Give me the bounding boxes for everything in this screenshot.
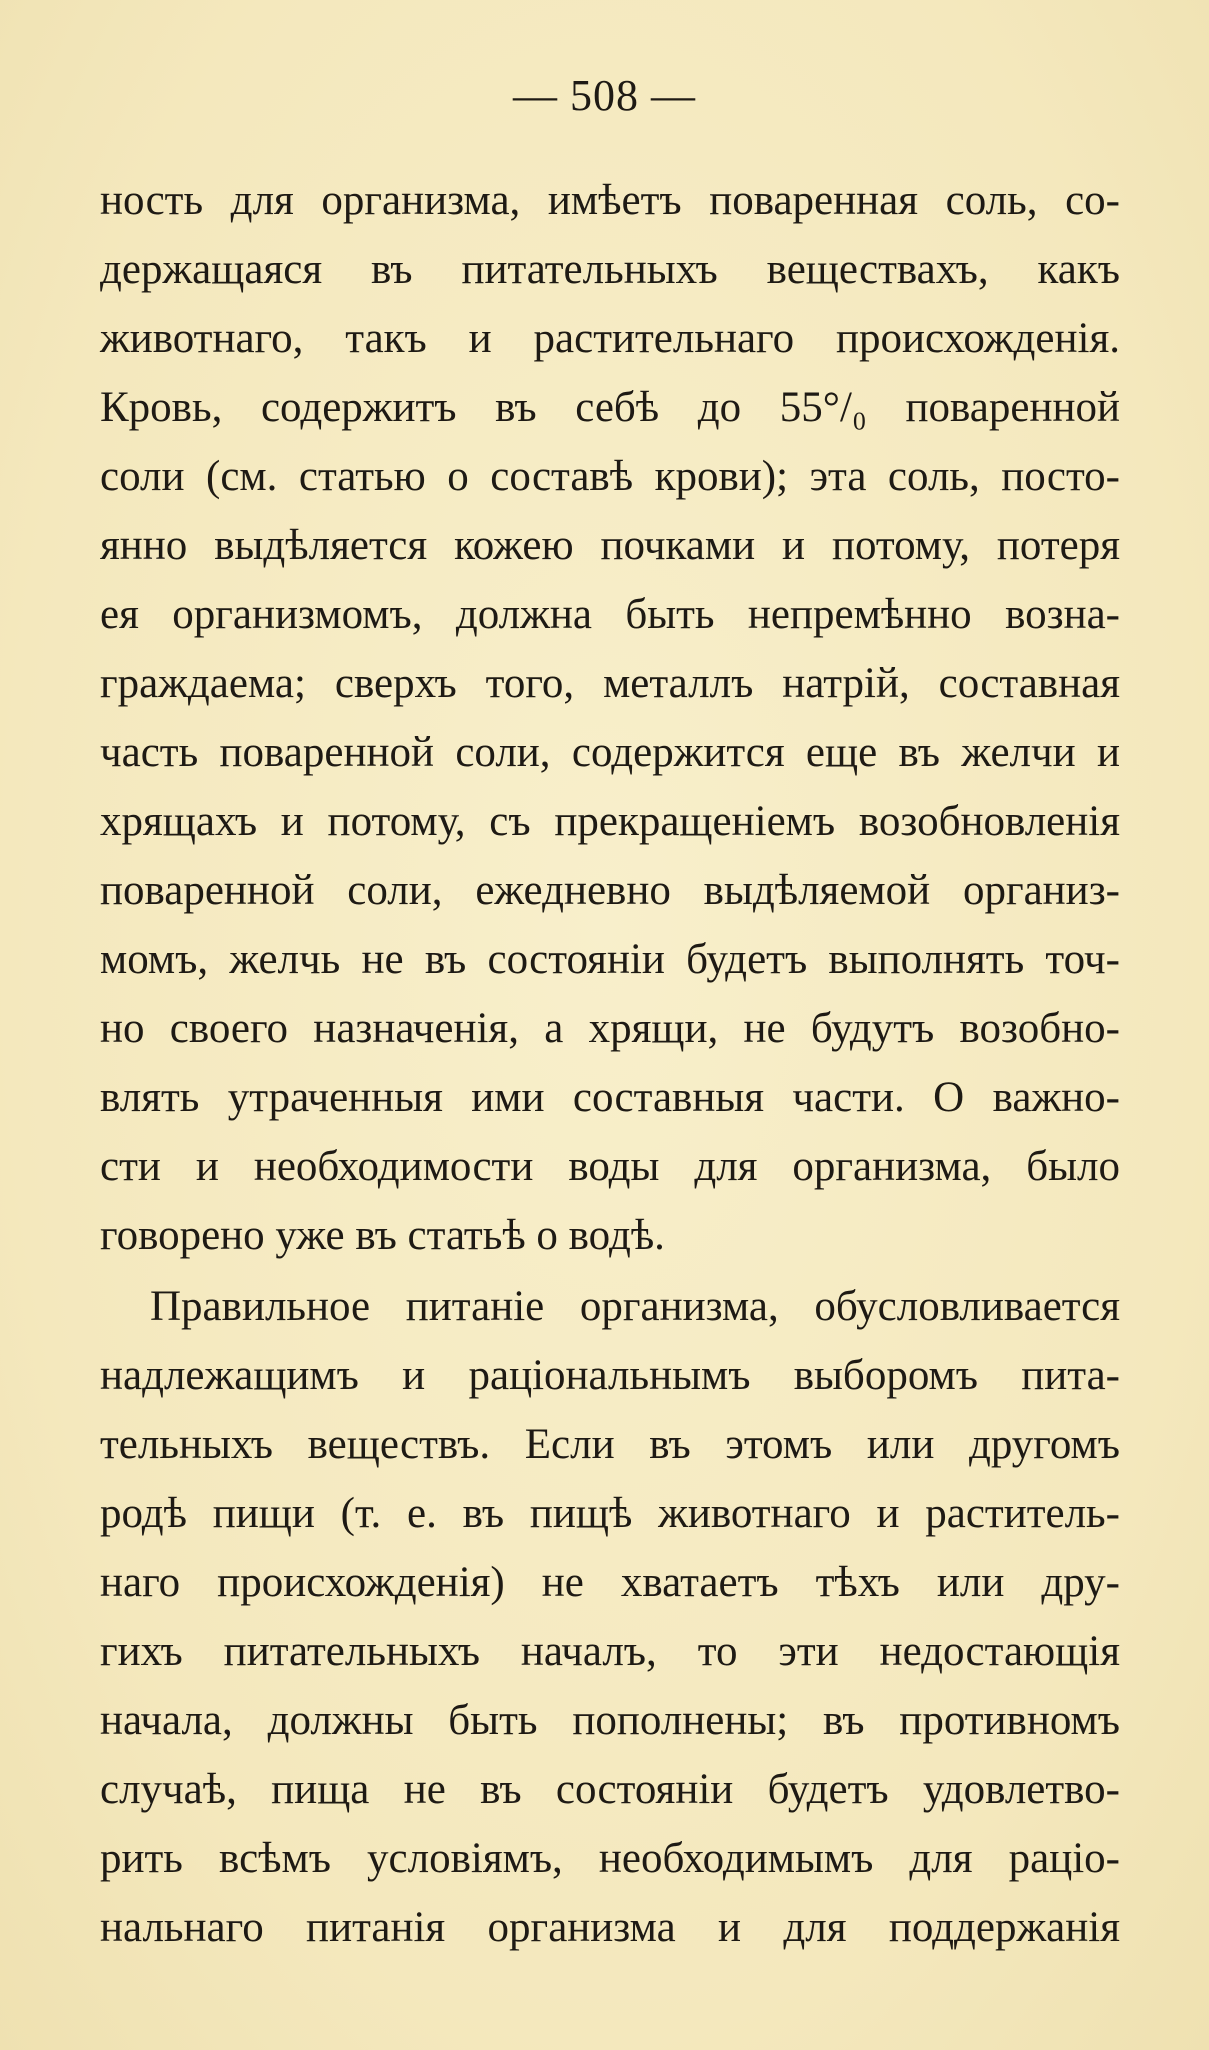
text-line: но своего назначенія, а хрящи, не будутъ возобно-: [100, 1005, 1120, 1052]
text-line: ея организмомъ, должна быть непремѣнно возна-: [100, 591, 1120, 638]
text-line: поваренной соли, ежедневно выдѣляемой организ-: [100, 867, 1120, 914]
text-line: родѣ пищи (т. е. въ пищѣ животнаго и раститель-: [100, 1490, 1120, 1537]
text-line: говорено уже въ статьѣ о водѣ.: [100, 1212, 665, 1259]
text-line: Кровь, содержитъ въ себѣ до 55°/₀ поваренной: [100, 384, 1120, 431]
text-line: нальнаго питанія организма и для поддержанія: [100, 1904, 1120, 1951]
text-line: тельныхъ веществъ. Если въ этомъ или другомъ: [100, 1421, 1120, 1468]
text-line: рить всѣмъ условіямъ, необходимымъ для раціо-: [100, 1835, 1120, 1882]
paragraph-1: [100, 166, 1120, 1270]
page-number: — 508 —: [513, 71, 696, 120]
text-line: случаѣ, пища не въ состояніи будетъ удовлетво-: [100, 1766, 1120, 1813]
text-line: животнаго, такъ и растительнаго происхожденія.: [100, 315, 1120, 362]
text-line: момъ, желчь не въ состояніи будетъ выполнять точ-: [100, 936, 1120, 983]
text-line: граждаема; сверхъ того, металлъ натрій, составная: [100, 660, 1120, 707]
text-line: надлежащимъ и раціональнымъ выборомъ пита-: [100, 1352, 1120, 1399]
text-line: ность для организма, имѣетъ поваренная соль, со-: [100, 177, 1120, 224]
text-line: часть поваренной соли, содержится еще въ желчи и: [100, 729, 1120, 776]
text-line: янно выдѣляется кожею почками и потому, потеря: [100, 522, 1120, 569]
text-line: гихъ питательныхъ началъ, то эти недостающія: [100, 1628, 1120, 1675]
paragraph-2: [100, 1272, 1120, 1962]
text-line: наго происхожденія) не хватаетъ тѣхъ или дру-: [100, 1559, 1120, 1606]
text-line: влять утраченныя ими составныя части. О важно-: [100, 1074, 1120, 1121]
text-line: держащаяся въ питательныхъ веществахъ, какъ: [100, 246, 1120, 293]
text-line: Правильное питаніе организма, обусловливается: [150, 1283, 1120, 1330]
text-line: начала, должны быть пополнены; въ противномъ: [100, 1697, 1120, 1744]
text-line: сти и необходимости воды для организма, было: [100, 1143, 1120, 1190]
text-line: соли (см. статью о составѣ крови); эта соль, посто-: [100, 453, 1120, 500]
text-line: хрящахъ и потому, съ прекращеніемъ возобновленія: [100, 798, 1120, 845]
body-text: [100, 166, 1120, 1962]
